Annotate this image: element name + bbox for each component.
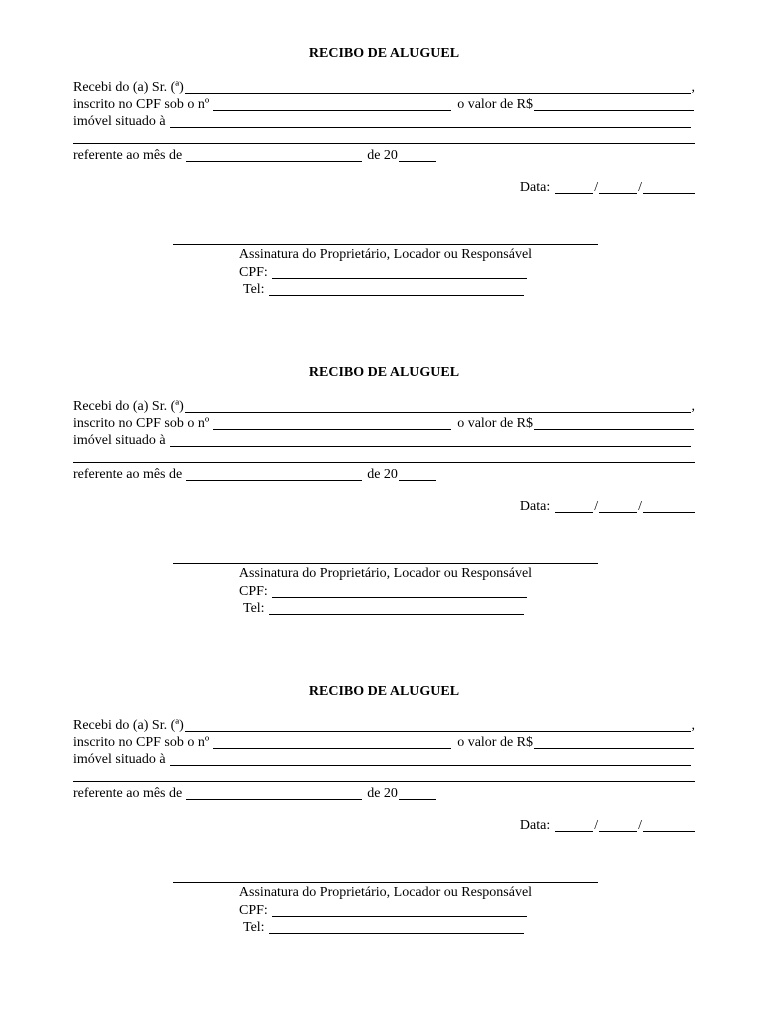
date-separator: /: [638, 499, 642, 514]
imovel-row: [73, 112, 695, 130]
date-separator: /: [594, 180, 599, 195]
month-field[interactable]: [186, 786, 362, 800]
receipt-title: RECIBO DE ALUGUEL: [308, 365, 460, 380]
imovel-label: imóvel situado à: [73, 433, 166, 448]
payer-row: [73, 397, 695, 415]
signer-tel-row: [0, 918, 768, 936]
signer-tel-label: Tel:: [243, 920, 265, 935]
valor-field[interactable]: [534, 97, 694, 111]
signer-tel-field[interactable]: [269, 601, 524, 615]
date-year-field[interactable]: [643, 818, 695, 832]
payer-name-field[interactable]: [185, 80, 691, 94]
signer-cpf-row: [0, 901, 768, 919]
imovel-row: [73, 750, 695, 768]
imovel-label: imóvel situado à: [73, 114, 166, 129]
signer-tel-row: [0, 280, 768, 298]
signer-tel-label: Tel:: [243, 601, 265, 616]
cpf-number-field[interactable]: [213, 416, 451, 430]
signature-line[interactable]: [173, 882, 598, 883]
signer-cpf-field[interactable]: [272, 903, 527, 917]
payer-row-comma: ,: [691, 80, 695, 95]
date-row: [0, 816, 695, 834]
imovel-address-field[interactable]: [170, 114, 691, 128]
date-row: [0, 497, 695, 515]
cpf-value-row: [73, 414, 695, 432]
signer-cpf-row: [0, 582, 768, 600]
receipt-title: RECIBO DE ALUGUEL: [308, 46, 460, 61]
imovel-address-field-continued[interactable]: [73, 143, 695, 144]
payer-row-comma: ,: [691, 718, 695, 733]
year-field[interactable]: [399, 148, 436, 162]
date-month-field[interactable]: [599, 180, 637, 194]
month-field[interactable]: [186, 148, 362, 162]
imovel-address-field-continued[interactable]: [73, 781, 695, 782]
signer-cpf-label: CPF:: [239, 903, 268, 918]
receipt-3: [0, 638, 768, 957]
valor-field[interactable]: [534, 735, 694, 749]
payer-row-comma: ,: [691, 399, 695, 414]
signer-cpf-field[interactable]: [272, 584, 527, 598]
signature-caption: Assinatura do Proprietário, Locador ou Responsável: [238, 247, 533, 262]
payer-row: [73, 78, 695, 96]
payer-name-field[interactable]: [185, 399, 691, 413]
imovel-row: [73, 431, 695, 449]
signature-caption: Assinatura do Proprietário, Locador ou Responsável: [238, 566, 533, 581]
signer-tel-row: [0, 599, 768, 617]
mes-label: referente ao mês de: [73, 786, 183, 801]
valor-field[interactable]: [534, 416, 694, 430]
date-day-field[interactable]: [555, 180, 593, 194]
signature-line[interactable]: [173, 244, 598, 245]
receipt-2: [0, 319, 768, 638]
date-month-field[interactable]: [599, 818, 637, 832]
imovel-address-field[interactable]: [170, 752, 691, 766]
signer-cpf-field[interactable]: [272, 265, 527, 279]
ano-label: de 20: [367, 148, 398, 163]
cpf-label: inscrito no CPF sob o nº: [73, 416, 210, 431]
receipt-title: RECIBO DE ALUGUEL: [308, 684, 460, 699]
signer-cpf-label: CPF:: [239, 584, 268, 599]
signer-tel-label: Tel:: [243, 282, 265, 297]
date-month-field[interactable]: [599, 499, 637, 513]
payer-label: Recebi do (a) Sr. (ª): [73, 399, 184, 414]
signature-caption: Assinatura do Proprietário, Locador ou Responsável: [238, 885, 533, 900]
payer-label: Recebi do (a) Sr. (ª): [73, 718, 184, 733]
mes-label: referente ao mês de: [73, 148, 183, 163]
date-day-field[interactable]: [555, 818, 593, 832]
month-field[interactable]: [186, 467, 362, 481]
imovel-label: imóvel situado à: [73, 752, 166, 767]
cpf-value-row: [73, 733, 695, 751]
month-row: [73, 784, 695, 802]
imovel-address-field-continued[interactable]: [73, 462, 695, 463]
signer-cpf-label: CPF:: [239, 265, 268, 280]
ano-label: de 20: [367, 786, 398, 801]
valor-label: o valor de R$: [457, 416, 534, 431]
payer-label: Recebi do (a) Sr. (ª): [73, 80, 184, 95]
cpf-label: inscrito no CPF sob o nº: [73, 97, 210, 112]
date-separator: /: [638, 180, 642, 195]
data-label: Data:: [519, 499, 551, 514]
date-separator: /: [594, 499, 599, 514]
cpf-number-field[interactable]: [213, 735, 451, 749]
valor-label: o valor de R$: [457, 97, 534, 112]
imovel-address-field[interactable]: [170, 433, 691, 447]
ano-label: de 20: [367, 467, 398, 482]
month-row: [73, 146, 695, 164]
date-year-field[interactable]: [643, 499, 695, 513]
signer-tel-field[interactable]: [269, 282, 524, 296]
data-label: Data:: [519, 180, 551, 195]
date-day-field[interactable]: [555, 499, 593, 513]
date-year-field[interactable]: [643, 180, 695, 194]
receipt-1: [0, 0, 768, 319]
payer-row: [73, 716, 695, 734]
cpf-value-row: [73, 95, 695, 113]
signature-line[interactable]: [173, 563, 598, 564]
date-separator: /: [594, 818, 599, 833]
date-row: [0, 178, 695, 196]
cpf-number-field[interactable]: [213, 97, 451, 111]
payer-name-field[interactable]: [185, 718, 691, 732]
data-label: Data:: [519, 818, 551, 833]
signer-tel-field[interactable]: [269, 920, 524, 934]
date-separator: /: [638, 818, 642, 833]
month-row: [73, 465, 695, 483]
year-field[interactable]: [399, 467, 436, 481]
year-field[interactable]: [399, 786, 436, 800]
mes-label: referente ao mês de: [73, 467, 183, 482]
valor-label: o valor de R$: [457, 735, 534, 750]
signer-cpf-row: [0, 263, 768, 281]
cpf-label: inscrito no CPF sob o nº: [73, 735, 210, 750]
